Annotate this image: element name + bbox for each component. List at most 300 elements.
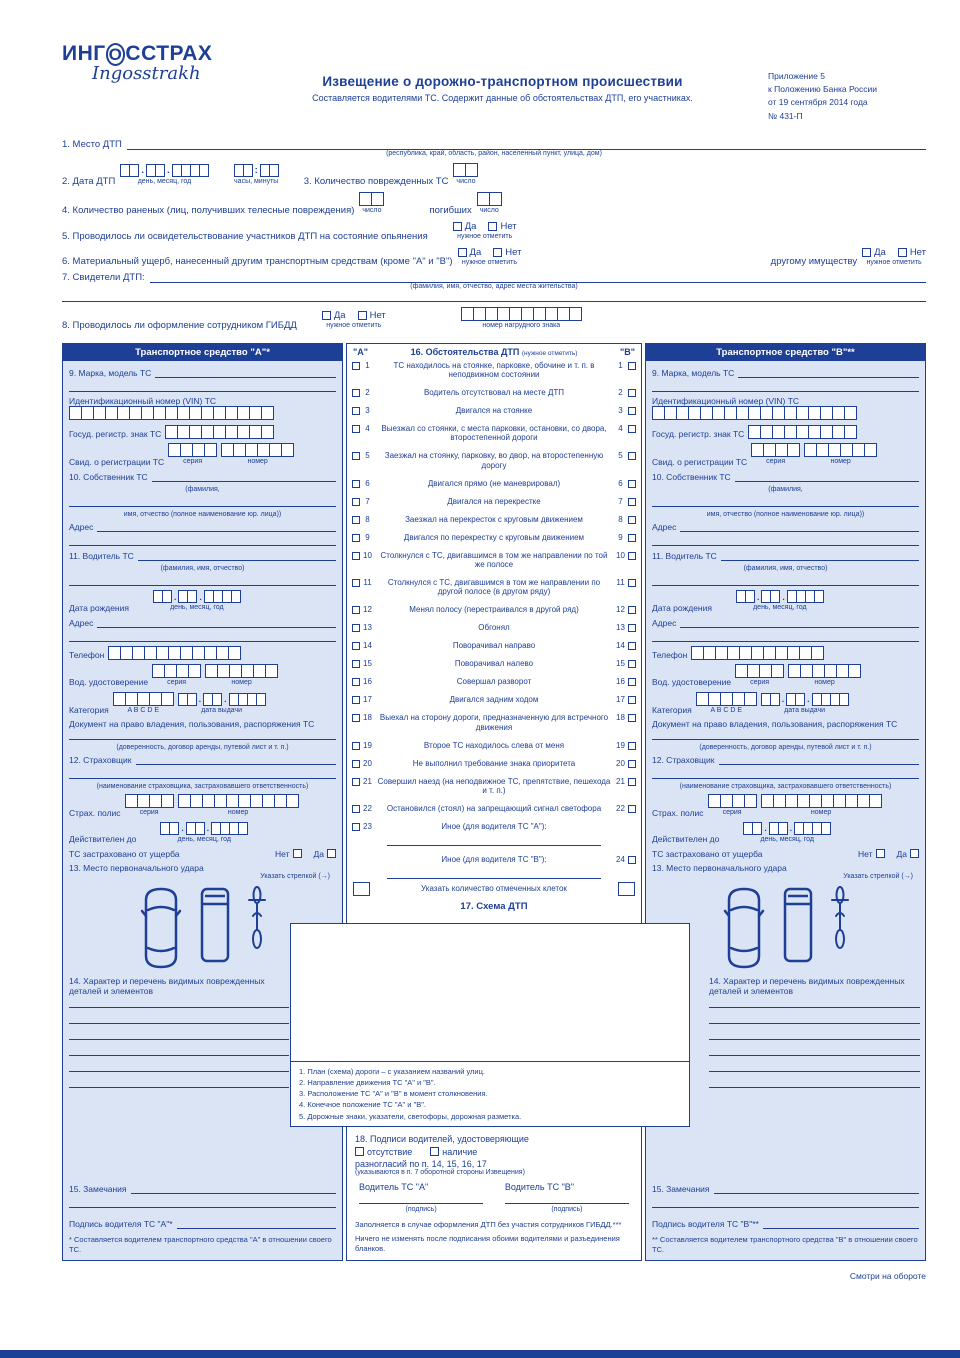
input-cell[interactable]	[231, 590, 241, 603]
owner-hint-2: имя, отчество (полное наименование юр. лица))	[706, 510, 865, 518]
circumstance-a-checkbox[interactable]	[352, 624, 360, 632]
owner-input[interactable]	[152, 471, 336, 482]
circumstance-number-a: 14	[363, 641, 372, 651]
input-cell[interactable]	[256, 693, 266, 706]
owner-input[interactable]	[735, 471, 919, 482]
circumstance-number-a: 12	[363, 605, 372, 615]
circumstance-number-a: 7	[365, 496, 370, 506]
disagreement-items-line: разногласий по п. 14, 15, 16, 17	[355, 1158, 487, 1169]
reg-plate-cells[interactable]	[165, 425, 274, 439]
time-cells[interactable]: :	[234, 164, 279, 177]
input-cell[interactable]	[787, 443, 800, 457]
license-label: Вод. удостоверение	[69, 677, 149, 688]
circumstance-number-b: 17	[616, 695, 625, 705]
damage-vehicles-yes-checkbox[interactable]	[458, 248, 467, 257]
circumstance-number-b: 9	[618, 532, 623, 542]
owner-address-label: Адрес	[652, 522, 677, 533]
circumstance-text: Совершил наезд (на неподвижное ТС, препятствие, пешехода и т. п.)	[377, 776, 611, 795]
number-hint: число	[479, 207, 499, 215]
van-top-view-diagram[interactable]	[781, 886, 815, 964]
page-subtitle: Составляется водителями ТС. Содержит данные об обстоятельствах ДТП, его участниках.	[312, 93, 693, 103]
input-cell[interactable]	[489, 192, 502, 206]
birth-date-label: Дата рождения	[652, 602, 712, 613]
damage-vehicles-no-checkbox[interactable]	[493, 248, 502, 257]
circumstance-b-checkbox[interactable]	[628, 579, 636, 587]
circumstance-b-checkbox[interactable]	[628, 856, 636, 864]
input-cell[interactable]	[169, 822, 179, 835]
circumstances-title	[379, 347, 609, 357]
valid-until-cells[interactable]: . .	[743, 822, 831, 835]
remarks-input[interactable]	[131, 1183, 336, 1194]
circumstance-row	[347, 388, 641, 397]
damage-line[interactable]	[69, 1076, 289, 1088]
input-cell[interactable]	[269, 164, 279, 177]
input-cell[interactable]	[744, 794, 757, 808]
vin-cells[interactable]	[652, 406, 857, 420]
circumstance-number-a: 16	[363, 677, 372, 687]
circumstance-a-checkbox[interactable]	[352, 362, 360, 370]
circumstance-b-checkbox[interactable]	[628, 714, 636, 722]
make-model-input-2[interactable]	[69, 382, 336, 392]
vehicle-b-footer	[652, 1183, 919, 1255]
vehicle-b-title: Транспортное средство "В"**	[646, 344, 925, 361]
witnesses-input[interactable]	[150, 272, 926, 283]
insured-yes-checkbox[interactable]	[327, 849, 336, 858]
input-cell[interactable]	[204, 443, 217, 457]
circumstance-number-a: 1	[365, 360, 370, 370]
valid-until-label: Действителен до	[652, 834, 720, 845]
circumstance-a-checkbox[interactable]	[352, 498, 360, 506]
input-cell[interactable]	[187, 693, 197, 706]
circumstance-b-checkbox[interactable]	[628, 407, 636, 415]
insurer-input[interactable]	[719, 754, 919, 765]
circumstance-a-checkbox[interactable]	[352, 606, 360, 614]
category-label: Категория	[652, 705, 692, 716]
input-cell[interactable]	[199, 164, 209, 177]
policy-label: Страх. полис	[652, 807, 704, 818]
driver-address-input[interactable]	[97, 617, 336, 628]
input-cell[interactable]	[844, 425, 857, 439]
circumstance-b-checkbox[interactable]	[628, 534, 636, 542]
circumstance-a-checkbox[interactable]	[352, 407, 360, 415]
check-hint: нужное отметить	[326, 322, 382, 330]
circumstance-a-checkbox[interactable]	[352, 516, 360, 524]
circumstance-a-checkbox[interactable]	[352, 579, 360, 587]
circumstance-number-b: 8	[618, 514, 623, 524]
item-witnesses	[62, 272, 926, 302]
circumstance-a-checkbox[interactable]	[352, 696, 360, 704]
reg-cert-series-cells[interactable]	[168, 443, 217, 457]
input-cell[interactable]	[752, 822, 762, 835]
count-box-a[interactable]	[353, 882, 370, 896]
no-label: Нет	[369, 310, 386, 322]
driver-input-2[interactable]	[69, 576, 336, 586]
ownership-doc-label: Документ на право владения, пользования, распоряжения ТС	[69, 719, 315, 730]
input-cell[interactable]	[869, 794, 882, 808]
license-number-cells[interactable]	[788, 664, 861, 678]
remarks-input-2[interactable]	[652, 1198, 919, 1208]
number-hint: номер	[814, 678, 835, 686]
remarks-input-2[interactable]	[69, 1198, 336, 1208]
circumstance-b-checkbox[interactable]	[628, 516, 636, 524]
no-label: Нет	[909, 246, 926, 258]
motorcycle-top-view-diagram[interactable]	[831, 886, 849, 956]
input-cell[interactable]	[744, 692, 757, 706]
driver-label: 11. Водитель ТС	[652, 551, 717, 562]
police-no-checkbox[interactable]	[358, 311, 367, 320]
input-cell[interactable]	[465, 163, 478, 177]
damage-property-yes-checkbox[interactable]	[862, 248, 871, 257]
circumstance-text: Водитель отсутствовал на месте ДТП	[423, 388, 565, 398]
reg-cert-label: Свид. о регистрации ТС	[69, 456, 165, 467]
other-b-input-line[interactable]	[387, 873, 601, 879]
date-hint: день, месяц, год	[137, 178, 192, 186]
car-top-view-diagram[interactable]	[723, 886, 765, 970]
circumstance-number-b: 18	[616, 713, 625, 723]
witnesses-input-2[interactable]	[62, 292, 926, 302]
car-top-view-diagram[interactable]	[140, 886, 182, 970]
circumstance-text: Остановился (стоял) на запрещающий сигнал светофора	[386, 803, 602, 813]
driver-hint: (фамилия, имя, отчество)	[160, 565, 245, 573]
impact-point-label: 13. Место первоначального удара	[652, 862, 787, 873]
circumstance-text: Заезжал на стоянку, парковку, во двор, на второстепенную дорогу	[384, 451, 604, 470]
circumstance-text: Поворачивал налево	[454, 659, 534, 669]
number-hint: номер	[227, 809, 249, 817]
number-hint: число	[362, 207, 382, 215]
presence-checkbox[interactable]	[430, 1147, 439, 1156]
damaged-vehicles-cells[interactable]	[453, 163, 478, 177]
signatures-section	[355, 1134, 633, 1254]
phone-label: Телефон	[652, 649, 688, 660]
driver-address-input-2[interactable]	[652, 632, 919, 642]
circumstance-number-a: 17	[363, 695, 372, 705]
circumstance-b-checkbox[interactable]	[628, 624, 636, 632]
circumstance-a-checkbox[interactable]	[352, 480, 360, 488]
damage-line[interactable]	[69, 1060, 289, 1072]
remarks-input[interactable]	[714, 1183, 919, 1194]
input-cell[interactable]	[745, 590, 755, 603]
driver-a-signature-label: Подпись водителя ТС "А"*	[69, 1219, 173, 1230]
scheme-drawing-area[interactable]	[291, 924, 689, 1061]
circumstance-row	[347, 515, 641, 524]
circumstance-a-checkbox[interactable]	[352, 778, 360, 786]
circumstance-number-a: 9	[365, 532, 370, 542]
input-cell[interactable]	[811, 646, 824, 660]
page-title: Извещение о дорожно-транспортном происшествии	[322, 74, 683, 89]
damage-line[interactable]	[69, 1028, 289, 1040]
damage-line[interactable]	[709, 1028, 920, 1040]
policy-series-cells[interactable]	[708, 794, 757, 808]
appendix-line: к Положению Банка России	[768, 84, 878, 95]
badge-number-cells[interactable]	[461, 307, 582, 321]
circumstances-title-hint: (нужное отметить)	[521, 349, 578, 357]
circumstance-b-checkbox[interactable]	[628, 678, 636, 686]
circumstance-row	[347, 804, 641, 813]
circumstance-b-checkbox[interactable]	[628, 642, 636, 650]
driver-input[interactable]	[138, 550, 336, 561]
circumstance-a-checkbox[interactable]	[352, 642, 360, 650]
van-top-view-diagram[interactable]	[198, 886, 232, 964]
driver-address-input-2[interactable]	[69, 632, 336, 642]
driver-input-2[interactable]	[652, 576, 919, 586]
circumstance-a-checkbox[interactable]	[352, 805, 360, 813]
circumstance-b-checkbox[interactable]	[628, 660, 636, 668]
damage-line[interactable]	[709, 1060, 920, 1072]
item-date-count	[62, 163, 926, 187]
check-hint: нужное отметить	[457, 232, 513, 240]
driver-b-signature-input[interactable]	[763, 1218, 919, 1229]
birth-date-cells[interactable]: . .	[736, 590, 824, 603]
input-cell[interactable]	[821, 822, 831, 835]
vin-label: Идентификационный номер (VIN) ТС	[69, 395, 217, 406]
input-cell[interactable]	[770, 590, 780, 603]
input-cell[interactable]	[848, 664, 861, 678]
date-cells[interactable]: . .	[120, 164, 208, 177]
birth-date-cells[interactable]: . .	[153, 590, 241, 603]
input-cell[interactable]	[864, 443, 877, 457]
circumstance-a-checkbox[interactable]	[352, 534, 360, 542]
valid-until-cells[interactable]: . .	[160, 822, 248, 835]
circumstance-number-b: 2	[618, 388, 623, 398]
damage-line[interactable]	[709, 1044, 920, 1056]
owner-address-input-2[interactable]	[652, 536, 919, 546]
reg-plate-cells[interactable]	[748, 425, 857, 439]
policy-number-cells[interactable]	[178, 794, 299, 808]
scheme-note: 2. Направление движения ТС "А" и "В".	[299, 1077, 436, 1087]
other-a-input-line[interactable]	[387, 840, 601, 846]
phone-cells[interactable]	[691, 646, 824, 660]
no-label: Нет	[500, 220, 517, 232]
circumstance-number-a: 2	[365, 388, 370, 398]
owner-hint-1: (фамилия,	[185, 485, 220, 493]
circumstance-a-checkbox[interactable]	[352, 660, 360, 668]
policy-number-cells[interactable]	[761, 794, 882, 808]
input-cell[interactable]	[771, 664, 784, 678]
insurer-hint: (наименование страховщика, застраховавшего ответственность)	[679, 783, 892, 791]
category-date-cells[interactable]: . .	[761, 693, 849, 706]
owner-address-input-2[interactable]	[69, 536, 336, 546]
make-model-input[interactable]	[738, 367, 919, 378]
circumstance-a-checkbox[interactable]	[352, 742, 360, 750]
motorcycle-top-view-diagram[interactable]	[248, 886, 266, 956]
count-box-b[interactable]	[618, 882, 635, 896]
damage-line[interactable]	[69, 996, 289, 1008]
policy-label: Страх. полис	[69, 807, 121, 818]
count-label: Указать количество отмеченных клеток	[421, 884, 567, 894]
circumstance-a-checkbox[interactable]	[352, 452, 360, 460]
circumstance-b-checkbox[interactable]	[628, 480, 636, 488]
logo-script-text: Ingosstrakh	[92, 63, 201, 84]
reg-plate-label: Госуд. регистр. знак ТС	[652, 428, 745, 439]
category-date-cells[interactable]: . .	[178, 693, 266, 706]
ownership-doc-label: Документ на право владения, пользования, распоряжения ТС	[652, 719, 898, 730]
license-series-cells[interactable]	[735, 664, 784, 678]
owner-input-2[interactable]	[652, 497, 919, 507]
circumstance-text: Двигался на перекрестке	[447, 496, 541, 506]
circumstance-number-a: 20	[363, 758, 372, 768]
circumstance-b-checkbox[interactable]	[628, 552, 636, 560]
input-cell[interactable]	[778, 822, 788, 835]
circumstance-b-checkbox[interactable]	[628, 696, 636, 704]
circumstance-b-checkbox[interactable]	[628, 498, 636, 506]
category-date-hint: дата выдачи	[201, 706, 243, 714]
driver-b-sign-input[interactable]	[505, 1192, 629, 1204]
count-row	[347, 879, 641, 899]
circumstance-number-a: 6	[365, 478, 370, 488]
insured-no-checkbox[interactable]	[293, 849, 302, 858]
ownership-doc-input[interactable]	[69, 730, 336, 740]
insured-yes-checkbox[interactable]	[910, 849, 919, 858]
circumstance-b-checkbox[interactable]	[628, 778, 636, 786]
input-cell[interactable]	[187, 590, 197, 603]
see-reverse-note: Смотри на обороте	[849, 1270, 926, 1281]
reg-cert-series-cells[interactable]	[751, 443, 800, 457]
input-cell[interactable]	[228, 646, 241, 660]
impact-point-label: 13. Место первоначального удара	[69, 862, 204, 873]
number-hint: номер	[810, 809, 832, 817]
damage-label: 14. Характер и перечень видимых поврежденных деталей и элементов	[709, 975, 905, 996]
circumstance-a-checkbox[interactable]	[352, 760, 360, 768]
input-cell[interactable]	[261, 406, 274, 420]
input-cell[interactable]	[814, 590, 824, 603]
yes-label: Да	[896, 848, 907, 859]
circumstance-a-checkbox[interactable]	[352, 552, 360, 560]
damage-line[interactable]	[69, 1012, 289, 1024]
input-cell[interactable]	[188, 664, 201, 678]
input-cell[interactable]	[839, 693, 849, 706]
driver-input[interactable]	[721, 550, 919, 561]
input-cell[interactable]	[844, 406, 857, 420]
circumstance-a-checkbox[interactable]	[352, 823, 360, 831]
vin-cells[interactable]	[69, 406, 274, 420]
owner-address-input[interactable]	[97, 521, 336, 532]
input-cell[interactable]	[195, 822, 205, 835]
number-hint: номер	[830, 458, 851, 466]
circumstance-b-checkbox[interactable]	[628, 389, 636, 397]
license-series-cells[interactable]	[152, 664, 201, 678]
circumstance-b-checkbox[interactable]	[628, 606, 636, 614]
input-cell[interactable]	[161, 794, 174, 808]
absence-checkbox[interactable]	[355, 1147, 364, 1156]
insured-no-checkbox[interactable]	[876, 849, 885, 858]
driver-a-signature-input[interactable]	[177, 1218, 336, 1229]
circumstance-row	[347, 777, 641, 795]
circumstance-number-b: 12	[616, 605, 625, 615]
category-cells[interactable]	[696, 692, 757, 706]
driver-b-label: Водитель ТС "В"	[504, 1181, 574, 1192]
circumstance-a-checkbox[interactable]	[352, 425, 360, 433]
input-cell[interactable]	[155, 164, 165, 177]
circumstance-b-checkbox[interactable]	[628, 452, 636, 460]
circumstance-a-checkbox[interactable]	[352, 389, 360, 397]
damage-line[interactable]	[709, 996, 920, 1008]
input-cell[interactable]	[281, 443, 294, 457]
birth-date-hint: день, месяц, год	[170, 604, 224, 612]
input-cell[interactable]	[371, 192, 384, 206]
item-police	[62, 307, 926, 331]
input-cell[interactable]	[569, 307, 582, 321]
series-hint: серия	[183, 458, 203, 466]
sobriety-yes-checkbox[interactable]	[453, 222, 462, 231]
owner-input-2[interactable]	[69, 497, 336, 507]
circumstance-row	[347, 713, 641, 731]
place-input[interactable]	[127, 139, 926, 150]
make-model-input-2[interactable]	[652, 382, 919, 392]
phone-cells[interactable]	[108, 646, 241, 660]
insurer-input-2[interactable]	[69, 769, 336, 779]
owner-address-input[interactable]	[680, 521, 919, 532]
valid-until-hint: день, месяц, год	[760, 835, 814, 843]
circumstance-b-checkbox[interactable]	[628, 742, 636, 750]
insurer-input[interactable]	[136, 754, 336, 765]
vehicle-a-footer	[69, 1183, 336, 1255]
input-cell[interactable]	[286, 794, 299, 808]
circumstance-b-checkbox[interactable]	[628, 425, 636, 433]
logo-o-ring: О	[106, 43, 126, 66]
input-cell[interactable]	[238, 822, 248, 835]
reg-cert-number-cells[interactable]	[804, 443, 877, 457]
circumstance-number-a: 8	[365, 514, 370, 524]
circumstance-row	[347, 424, 641, 442]
input-cell[interactable]	[795, 693, 805, 706]
license-number-cells[interactable]	[205, 664, 278, 678]
injured-cells[interactable]	[359, 192, 384, 206]
circumstance-b-checkbox[interactable]	[628, 760, 636, 768]
category-hint: A B C D E	[710, 706, 742, 714]
driver-address-input[interactable]	[680, 617, 919, 628]
input-cell[interactable]	[161, 692, 174, 706]
sobriety-no-checkbox[interactable]	[488, 222, 497, 231]
damage-line[interactable]	[69, 1044, 289, 1056]
input-cell[interactable]	[129, 164, 139, 177]
input-cell[interactable]	[243, 164, 253, 177]
policy-series-cells[interactable]	[125, 794, 174, 808]
damage-line[interactable]	[709, 1076, 920, 1088]
category-cells[interactable]	[113, 692, 174, 706]
reg-cert-number-cells[interactable]	[221, 443, 294, 457]
appendix-line: Приложение 5	[768, 71, 825, 81]
circumstance-number-b: 24	[616, 854, 625, 864]
circumstance-number-a: 3	[365, 406, 370, 416]
reg-plate-label: Госуд. регистр. знак ТС	[69, 428, 162, 439]
circumstance-b-checkbox[interactable]	[628, 805, 636, 813]
input-cell[interactable]	[265, 664, 278, 678]
make-model-input[interactable]	[155, 367, 336, 378]
form-header	[62, 42, 926, 123]
input-cell[interactable]	[162, 590, 172, 603]
ownership-doc-input[interactable]	[652, 730, 919, 740]
yes-label: Да	[874, 246, 886, 258]
circumstance-b-checkbox[interactable]	[628, 362, 636, 370]
insured-label: ТС застраховано от ущерба	[69, 848, 180, 859]
circumstance-text: Поворачивал направо	[452, 641, 536, 651]
input-cell[interactable]	[770, 693, 780, 706]
circumstance-number-b: 6	[618, 478, 623, 488]
damage-property-no-checkbox[interactable]	[898, 248, 907, 257]
damage-line[interactable]	[709, 1012, 920, 1024]
series-hint: серия	[139, 809, 159, 817]
circumstance-a-checkbox[interactable]	[352, 714, 360, 722]
input-cell[interactable]	[261, 425, 274, 439]
scheme-note: 5. Дорожные знаки, указатели, светофоры, дорожная разметка.	[299, 1111, 522, 1121]
driver-a-sign-input[interactable]	[359, 1192, 483, 1204]
deceased-cells[interactable]	[477, 192, 502, 206]
number-hint: число	[456, 178, 476, 186]
police-yes-checkbox[interactable]	[322, 311, 331, 320]
circumstance-a-checkbox[interactable]	[352, 678, 360, 686]
insurer-input-2[interactable]	[652, 769, 919, 779]
input-cell[interactable]	[212, 693, 222, 706]
